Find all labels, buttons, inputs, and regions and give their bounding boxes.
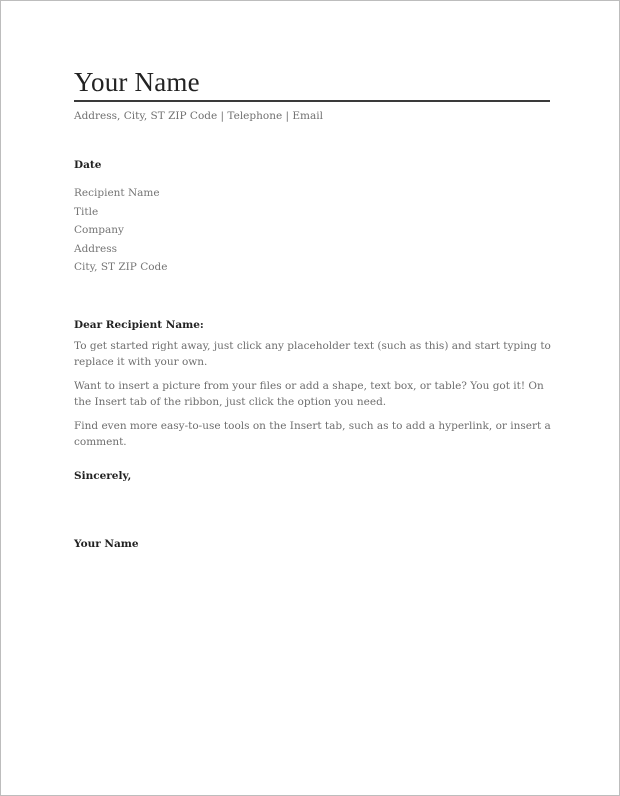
recipient-block: [74, 184, 168, 277]
salutation[interactable]: Dear Recipient Name:: [74, 319, 204, 331]
closing[interactable]: Sincerely,: [74, 470, 132, 482]
recipient-city-state-zip[interactable]: City, ST ZIP Code: [74, 261, 168, 273]
body-paragraph[interactable]: Want to insert a picture from your files or add a shape, text box, or table? You got it! On the Insert tab of the ribbon, just click the option you need.: [74, 380, 544, 408]
body-paragraph[interactable]: To get started right away, just click any placeholder text (such as this) and start typing to replace it with your own.: [74, 340, 551, 368]
recipient-name[interactable]: Recipient Name: [74, 187, 160, 199]
sender-name-heading[interactable]: Your Name: [74, 67, 200, 97]
sender-contact-line[interactable]: Address, City, ST ZIP Code | Telephone | Email: [74, 110, 323, 122]
body-paragraph[interactable]: Find even more easy-to-use tools on the Insert tab, such as to add a hyperlink, or insert a comment.: [74, 420, 551, 448]
signature-name[interactable]: Your Name: [74, 538, 139, 550]
recipient-company[interactable]: Company: [74, 224, 124, 236]
heading-divider: [74, 100, 550, 102]
recipient-address[interactable]: Address: [74, 242, 118, 255]
recipient-title[interactable]: Title: [74, 205, 99, 218]
date-field[interactable]: Date: [74, 159, 102, 171]
